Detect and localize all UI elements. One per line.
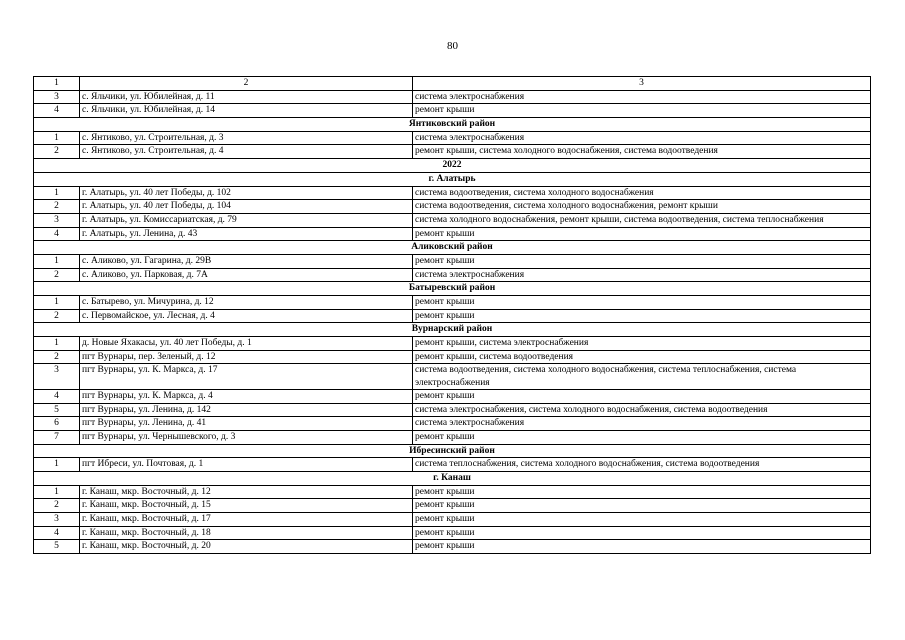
row-number: 4 [34, 227, 80, 241]
row-number: 2 [34, 145, 80, 159]
row-address: с. Яльчики, ул. Юбилейная, д. 14 [80, 104, 413, 118]
section-title: Батыревский район [34, 282, 871, 296]
section-row [34, 159, 871, 173]
row-work-type: ремонт крыши [413, 485, 871, 499]
table-row [34, 213, 871, 227]
row-address: г. Алатырь, ул. 40 лет Победы, д. 104 [80, 200, 413, 214]
row-number: 1 [34, 485, 80, 499]
table-body [34, 77, 871, 554]
column-number-3: 3 [413, 77, 871, 91]
section-row [34, 172, 871, 186]
table-row [34, 526, 871, 540]
row-number: 4 [34, 104, 80, 118]
table-row [34, 350, 871, 364]
table-row [34, 296, 871, 310]
row-address: г. Канаш, мкр. Восточный, д. 20 [80, 540, 413, 554]
table-row [34, 458, 871, 472]
row-work-type: система водоотведения, система холодного водоснабжения, ремонт крыши [413, 200, 871, 214]
table-row [34, 90, 871, 104]
row-address: г. Алатырь, ул. Комиссариатская, д. 79 [80, 213, 413, 227]
row-address: г. Алатырь, ул. 40 лет Победы, д. 102 [80, 186, 413, 200]
table-row [34, 104, 871, 118]
row-work-type: система электроснабжения [413, 90, 871, 104]
row-address: пгт Вурнары, ул. К. Маркса, д. 4 [80, 389, 413, 403]
row-work-type: система холодного водоснабжения, ремонт крыши, система водоотведения, система теплоснабжения [413, 213, 871, 227]
row-work-type: ремонт крыши [413, 430, 871, 444]
page-number: 80 [447, 40, 458, 52]
section-row [34, 282, 871, 296]
row-address: с. Аликово, ул. Гагарина, д. 29В [80, 254, 413, 268]
row-address: пгт Вурнары, ул. Ленина, д. 142 [80, 403, 413, 417]
table-row [34, 430, 871, 444]
table-row [34, 200, 871, 214]
row-work-type: система водоотведения, система холодного водоснабжения [413, 186, 871, 200]
row-work-type: система водоотведения, система холодного водоснабжения, система теплоснабжения, система электроснабжения [413, 364, 871, 389]
section-row [34, 444, 871, 458]
column-number-row [34, 77, 871, 91]
row-work-type: ремонт крыши, система электроснабжения [413, 337, 871, 351]
row-address: пгт Вурнары, ул. К. Маркса, д. 17 [80, 364, 413, 389]
row-address: д. Новые Яхакасы, ул. 40 лет Победы, д. 1 [80, 337, 413, 351]
row-number: 1 [34, 186, 80, 200]
row-number: 3 [34, 364, 80, 389]
row-address: пгт Ибреси, ул. Почтовая, д. 1 [80, 458, 413, 472]
row-number: 3 [34, 513, 80, 527]
row-work-type: ремонт крыши [413, 389, 871, 403]
table-row [34, 499, 871, 513]
row-number: 2 [34, 309, 80, 323]
section-title: Вурнарский район [34, 323, 871, 337]
row-number: 1 [34, 296, 80, 310]
table-row [34, 186, 871, 200]
section-title: Янтиковский район [34, 118, 871, 132]
section-title: г. Канаш [34, 471, 871, 485]
row-work-type: ремонт крыши [413, 513, 871, 527]
section-title: 2022 [34, 159, 871, 173]
row-number: 1 [34, 131, 80, 145]
row-work-type: ремонт крыши [413, 254, 871, 268]
row-number: 4 [34, 389, 80, 403]
row-number: 7 [34, 430, 80, 444]
row-work-type: система теплоснабжения, система холодного водоснабжения, система водоотведения [413, 458, 871, 472]
row-work-type: ремонт крыши [413, 227, 871, 241]
table-row [34, 268, 871, 282]
table-row [34, 254, 871, 268]
row-number: 1 [34, 458, 80, 472]
row-address: г. Канаш, мкр. Восточный, д. 15 [80, 499, 413, 513]
table-row [34, 485, 871, 499]
row-address: с. Первомайское, ул. Лесная, д. 4 [80, 309, 413, 323]
row-number: 2 [34, 268, 80, 282]
table-row [34, 131, 871, 145]
row-number: 1 [34, 337, 80, 351]
table-row [34, 364, 871, 389]
row-work-type: система электроснабжения [413, 417, 871, 431]
section-row [34, 323, 871, 337]
table-row [34, 403, 871, 417]
row-address: с. Янтиково, ул. Строительная, д. 3 [80, 131, 413, 145]
row-number: 4 [34, 526, 80, 540]
section-row [34, 241, 871, 255]
table-row [34, 337, 871, 351]
row-work-type: ремонт крыши, система холодного водоснабжения, система водоотведения [413, 145, 871, 159]
table-row [34, 513, 871, 527]
table-row [34, 227, 871, 241]
row-work-type: ремонт крыши [413, 526, 871, 540]
row-address: с. Аликово, ул. Парковая, д. 7А [80, 268, 413, 282]
row-number: 6 [34, 417, 80, 431]
row-address: с. Батырево, ул. Мичурина, д. 12 [80, 296, 413, 310]
row-work-type: система электроснабжения, система холодного водоснабжения, система водоотведения [413, 403, 871, 417]
row-number: 5 [34, 540, 80, 554]
row-address: пгт Вурнары, ул. Чернышевского, д. 3 [80, 430, 413, 444]
repair-register-table [33, 76, 871, 554]
section-row [34, 471, 871, 485]
row-number: 3 [34, 213, 80, 227]
row-work-type: система электроснабжения [413, 268, 871, 282]
section-title: Аликовский район [34, 241, 871, 255]
section-row [34, 118, 871, 132]
row-address: с. Яльчики, ул. Юбилейная, д. 11 [80, 90, 413, 104]
row-number: 5 [34, 403, 80, 417]
table-row [34, 417, 871, 431]
row-number: 2 [34, 200, 80, 214]
section-title: Ибресинский район [34, 444, 871, 458]
table-row [34, 389, 871, 403]
row-work-type: ремонт крыши [413, 104, 871, 118]
row-address: пгт Вурнары, пер. Зеленый, д. 12 [80, 350, 413, 364]
row-address: пгт Вурнары, ул. Ленина, д. 41 [80, 417, 413, 431]
row-number: 1 [34, 254, 80, 268]
row-work-type: ремонт крыши, система водоотведения [413, 350, 871, 364]
row-work-type: ремонт крыши [413, 499, 871, 513]
row-address: г. Канаш, мкр. Восточный, д. 12 [80, 485, 413, 499]
row-work-type: ремонт крыши [413, 309, 871, 323]
row-work-type: ремонт крыши [413, 296, 871, 310]
row-number: 2 [34, 499, 80, 513]
column-number-2: 2 [80, 77, 413, 91]
row-address: с. Янтиково, ул. Строительная, д. 4 [80, 145, 413, 159]
section-title: г. Алатырь [34, 172, 871, 186]
row-address: г. Алатырь, ул. Ленина, д. 43 [80, 227, 413, 241]
row-work-type: ремонт крыши [413, 540, 871, 554]
table-row [34, 309, 871, 323]
row-number: 2 [34, 350, 80, 364]
table-row [34, 145, 871, 159]
table-row [34, 540, 871, 554]
row-number: 3 [34, 90, 80, 104]
column-number-1: 1 [34, 77, 80, 91]
row-address: г. Канаш, мкр. Восточный, д. 17 [80, 513, 413, 527]
row-work-type: система электроснабжения [413, 131, 871, 145]
row-address: г. Канаш, мкр. Восточный, д. 18 [80, 526, 413, 540]
